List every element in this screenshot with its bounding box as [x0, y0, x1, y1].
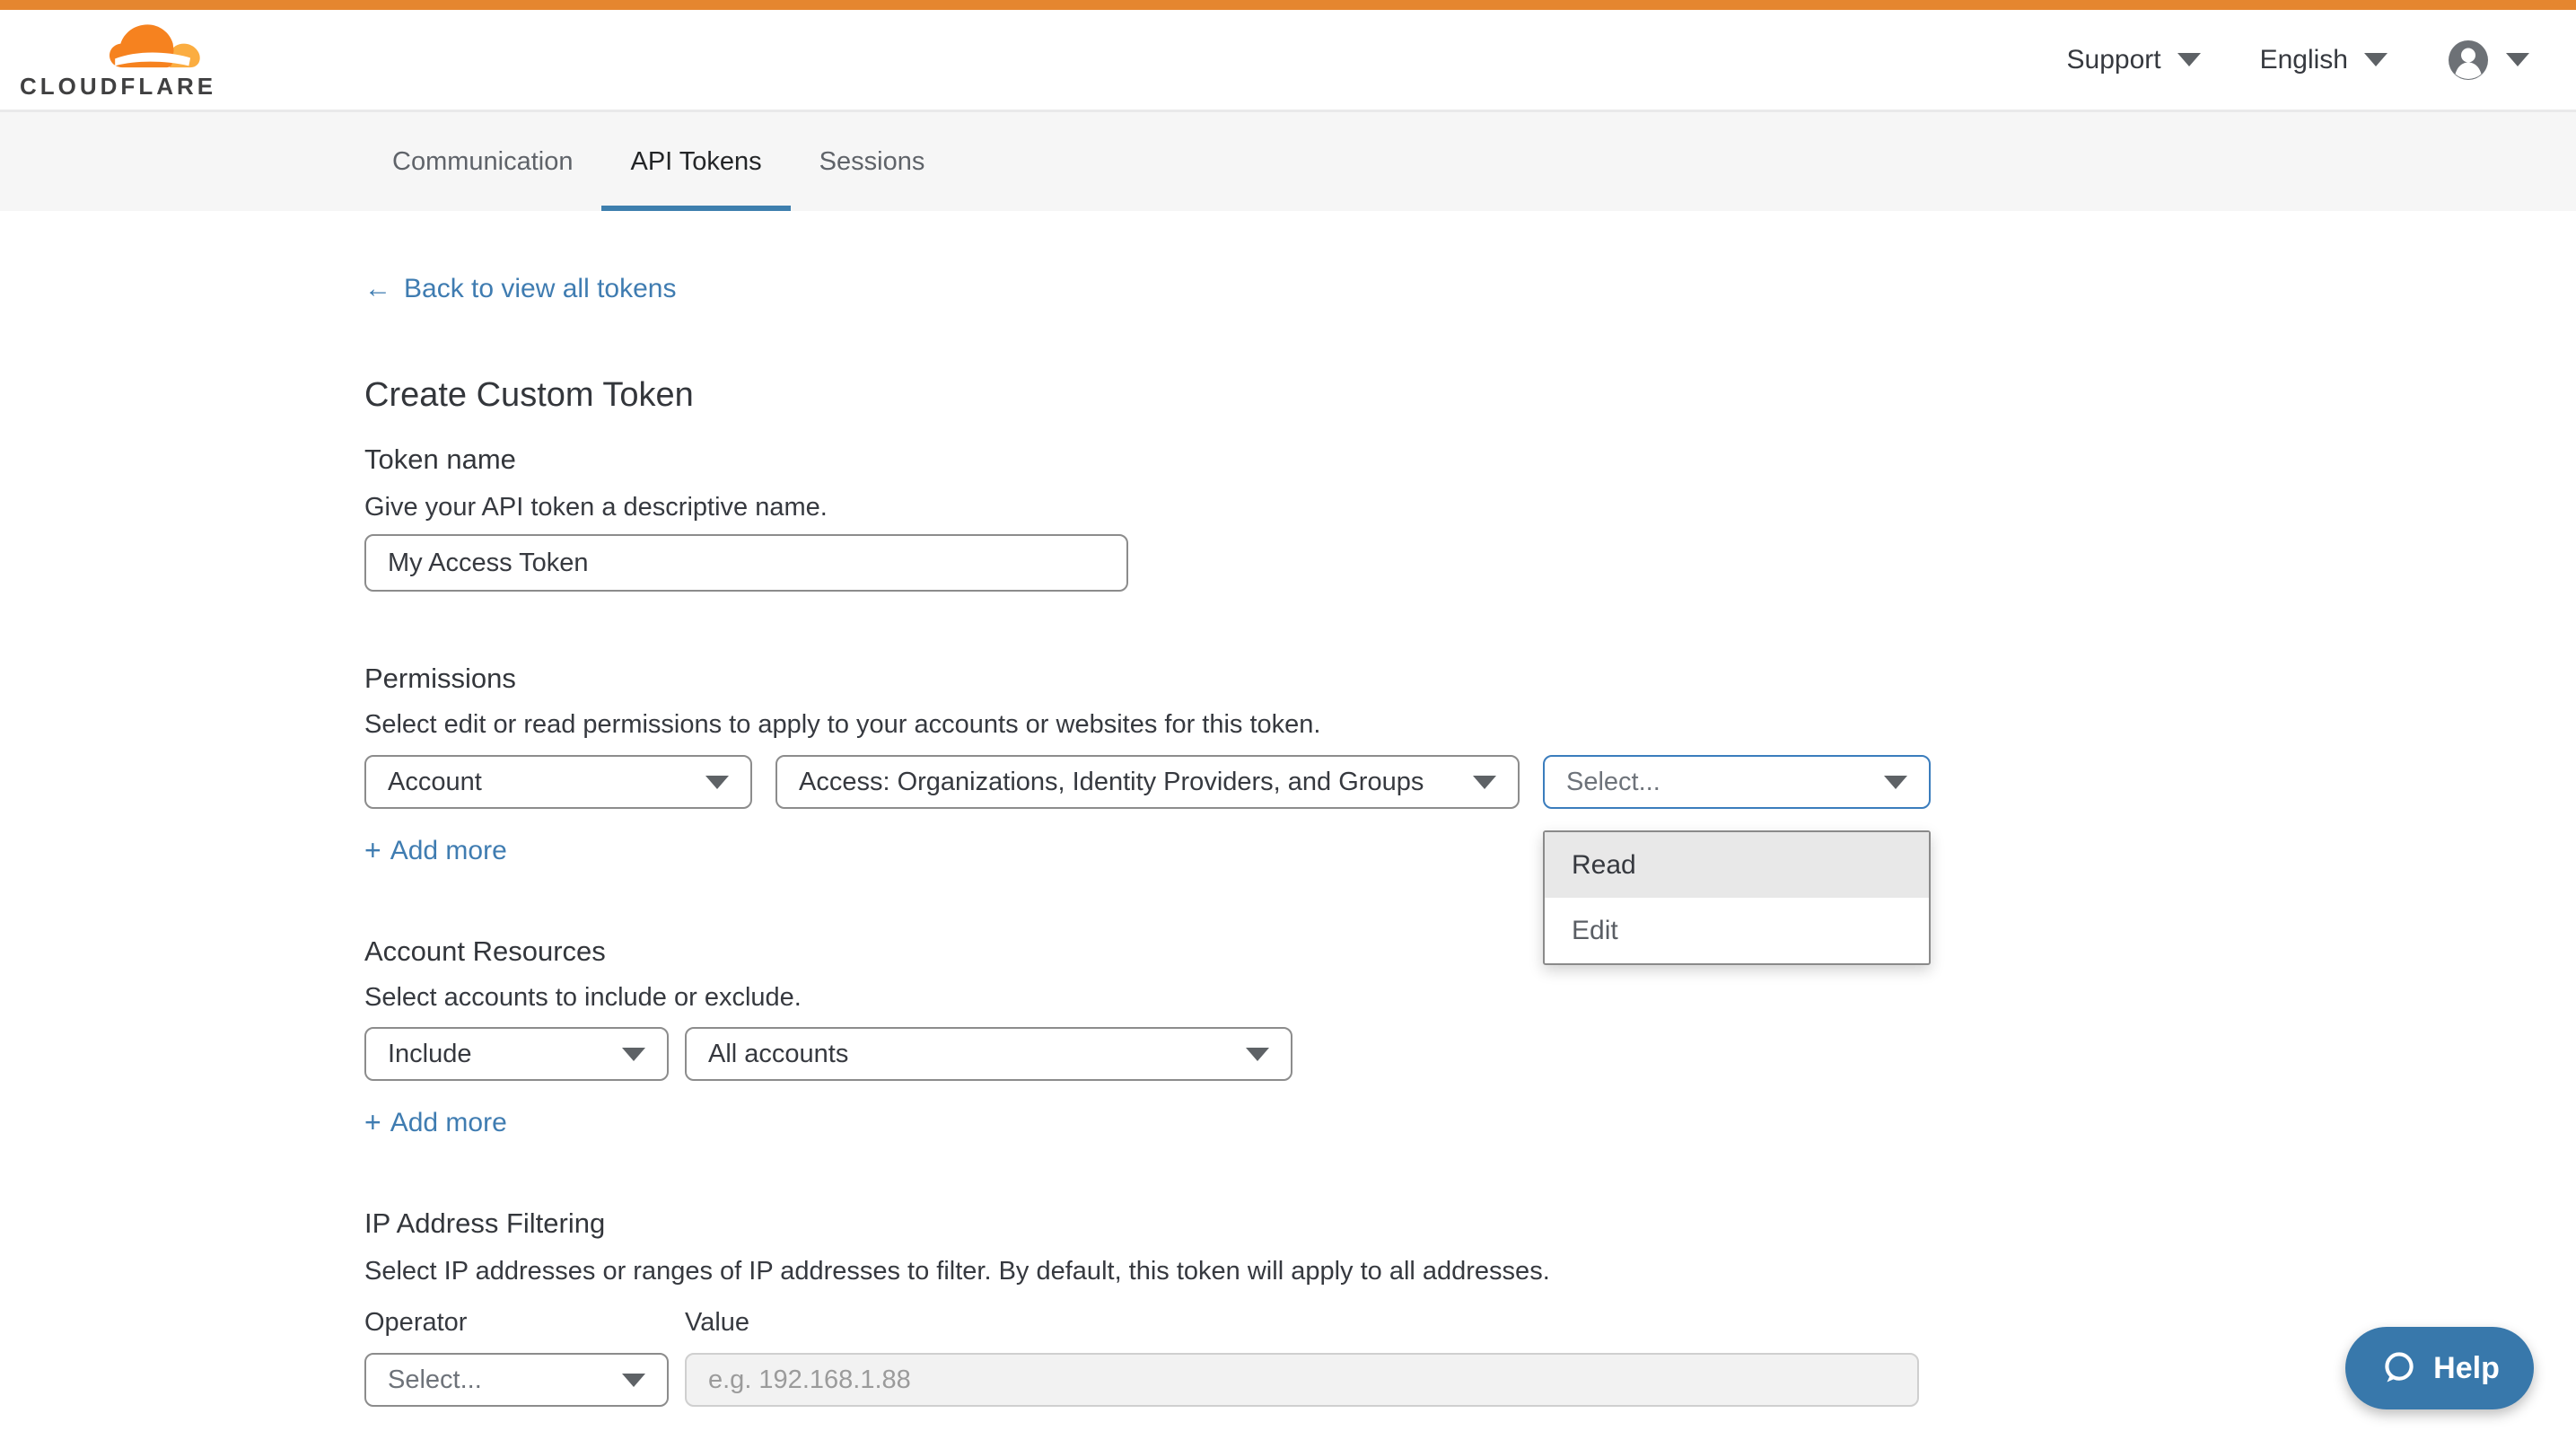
- access-level-select-wrap: [1543, 755, 1931, 945]
- access-level-select[interactable]: [1543, 755, 1931, 809]
- permissions-description: Select edit or read permissions to apply to your accounts or websites for this token.: [364, 710, 1321, 739]
- user-menu[interactable]: [2447, 39, 2529, 82]
- cloudflare-logo: [20, 22, 216, 98]
- add-account-resource-button[interactable]: [364, 1106, 507, 1138]
- ip-filtering-row: [364, 1353, 1944, 1407]
- menu-option-edit[interactable]: Edit: [1572, 915, 1618, 945]
- help-button[interactable]: [2345, 1327, 2534, 1409]
- account-resources-heading: Account Resources: [364, 935, 606, 967]
- account-mode-value: Include: [388, 1039, 472, 1068]
- permission-scope-select[interactable]: [364, 755, 752, 809]
- token-name-heading: Token name: [364, 443, 516, 475]
- access-level-menu: [1543, 830, 1931, 965]
- permission-group-value: Access: Organizations, Identity Providers, and Groups: [799, 767, 1424, 796]
- ip-value-input: [685, 1353, 1919, 1407]
- help-label: Help: [2433, 1350, 2500, 1385]
- account-selection-value: All accounts: [708, 1039, 849, 1068]
- chevron-down-icon: [2506, 53, 2529, 66]
- permission-scope-value: Account: [388, 767, 482, 796]
- header: [0, 10, 2576, 112]
- account-resources-row: [364, 1027, 1944, 1081]
- ip-filtering-labels: [364, 1308, 1944, 1337]
- avatar-icon: [2447, 39, 2490, 82]
- back-link[interactable]: [364, 274, 676, 304]
- chevron-down-icon: [622, 1048, 645, 1061]
- ip-filtering-description: Select IP addresses or ranges of IP addresses to filter. By default, this token will apply to all addresses.: [364, 1257, 1550, 1286]
- account-selection-select[interactable]: [685, 1027, 1292, 1081]
- tab-communication[interactable]: Communication: [392, 146, 574, 176]
- ip-filtering-heading: IP Address Filtering: [364, 1207, 606, 1239]
- chevron-down-icon: [705, 776, 729, 789]
- chevron-down-icon: [1246, 1048, 1269, 1061]
- back-link-label: Back to view all tokens: [404, 274, 677, 303]
- chevron-down-icon: [1473, 776, 1496, 789]
- brand-topbar: [0, 0, 2576, 10]
- access-level-placeholder: Select...: [1566, 767, 1660, 796]
- language-label: English: [2259, 44, 2348, 75]
- main-content: [364, 211, 1944, 1407]
- token-name-input[interactable]: [364, 534, 1128, 592]
- tab-api-tokens[interactable]: API Tokens: [601, 112, 790, 211]
- token-name-description: Give your API token a descriptive name.: [364, 493, 828, 522]
- chevron-down-icon: [622, 1374, 645, 1387]
- value-label: Value: [685, 1308, 750, 1337]
- tab-sessions[interactable]: Sessions: [819, 146, 925, 176]
- permission-group-select[interactable]: [775, 755, 1520, 809]
- cloudflare-cloud-icon: [110, 22, 205, 73]
- chevron-down-icon: [2364, 53, 2388, 66]
- brand-name: CLOUDFLARE: [20, 72, 217, 100]
- help-bubble-icon: [2379, 1348, 2419, 1388]
- account-mode-select[interactable]: [364, 1027, 669, 1081]
- ip-operator-placeholder: Select...: [388, 1365, 482, 1394]
- back-arrow-icon: ←: [364, 274, 391, 303]
- operator-label: Operator: [364, 1308, 468, 1337]
- account-resources-description: Select accounts to include or exclude.: [364, 983, 802, 1012]
- menu-option-read[interactable]: Read: [1545, 832, 1929, 898]
- plus-icon: +: [364, 1106, 381, 1138]
- ip-operator-select[interactable]: [364, 1353, 669, 1407]
- chevron-down-icon: [2177, 53, 2201, 66]
- tab-bar: [0, 112, 2576, 211]
- add-account-resource-label: Add more: [390, 1108, 507, 1137]
- add-permission-button[interactable]: [364, 834, 507, 866]
- page-title: Create Custom Token: [364, 376, 694, 414]
- add-permission-label: Add more: [390, 836, 507, 865]
- support-menu[interactable]: [2067, 45, 2201, 75]
- chevron-down-icon: [1884, 776, 1907, 789]
- permissions-heading: Permissions: [364, 663, 516, 694]
- plus-icon: +: [364, 834, 381, 866]
- language-menu[interactable]: [2260, 45, 2388, 75]
- support-label: Support: [2066, 44, 2161, 75]
